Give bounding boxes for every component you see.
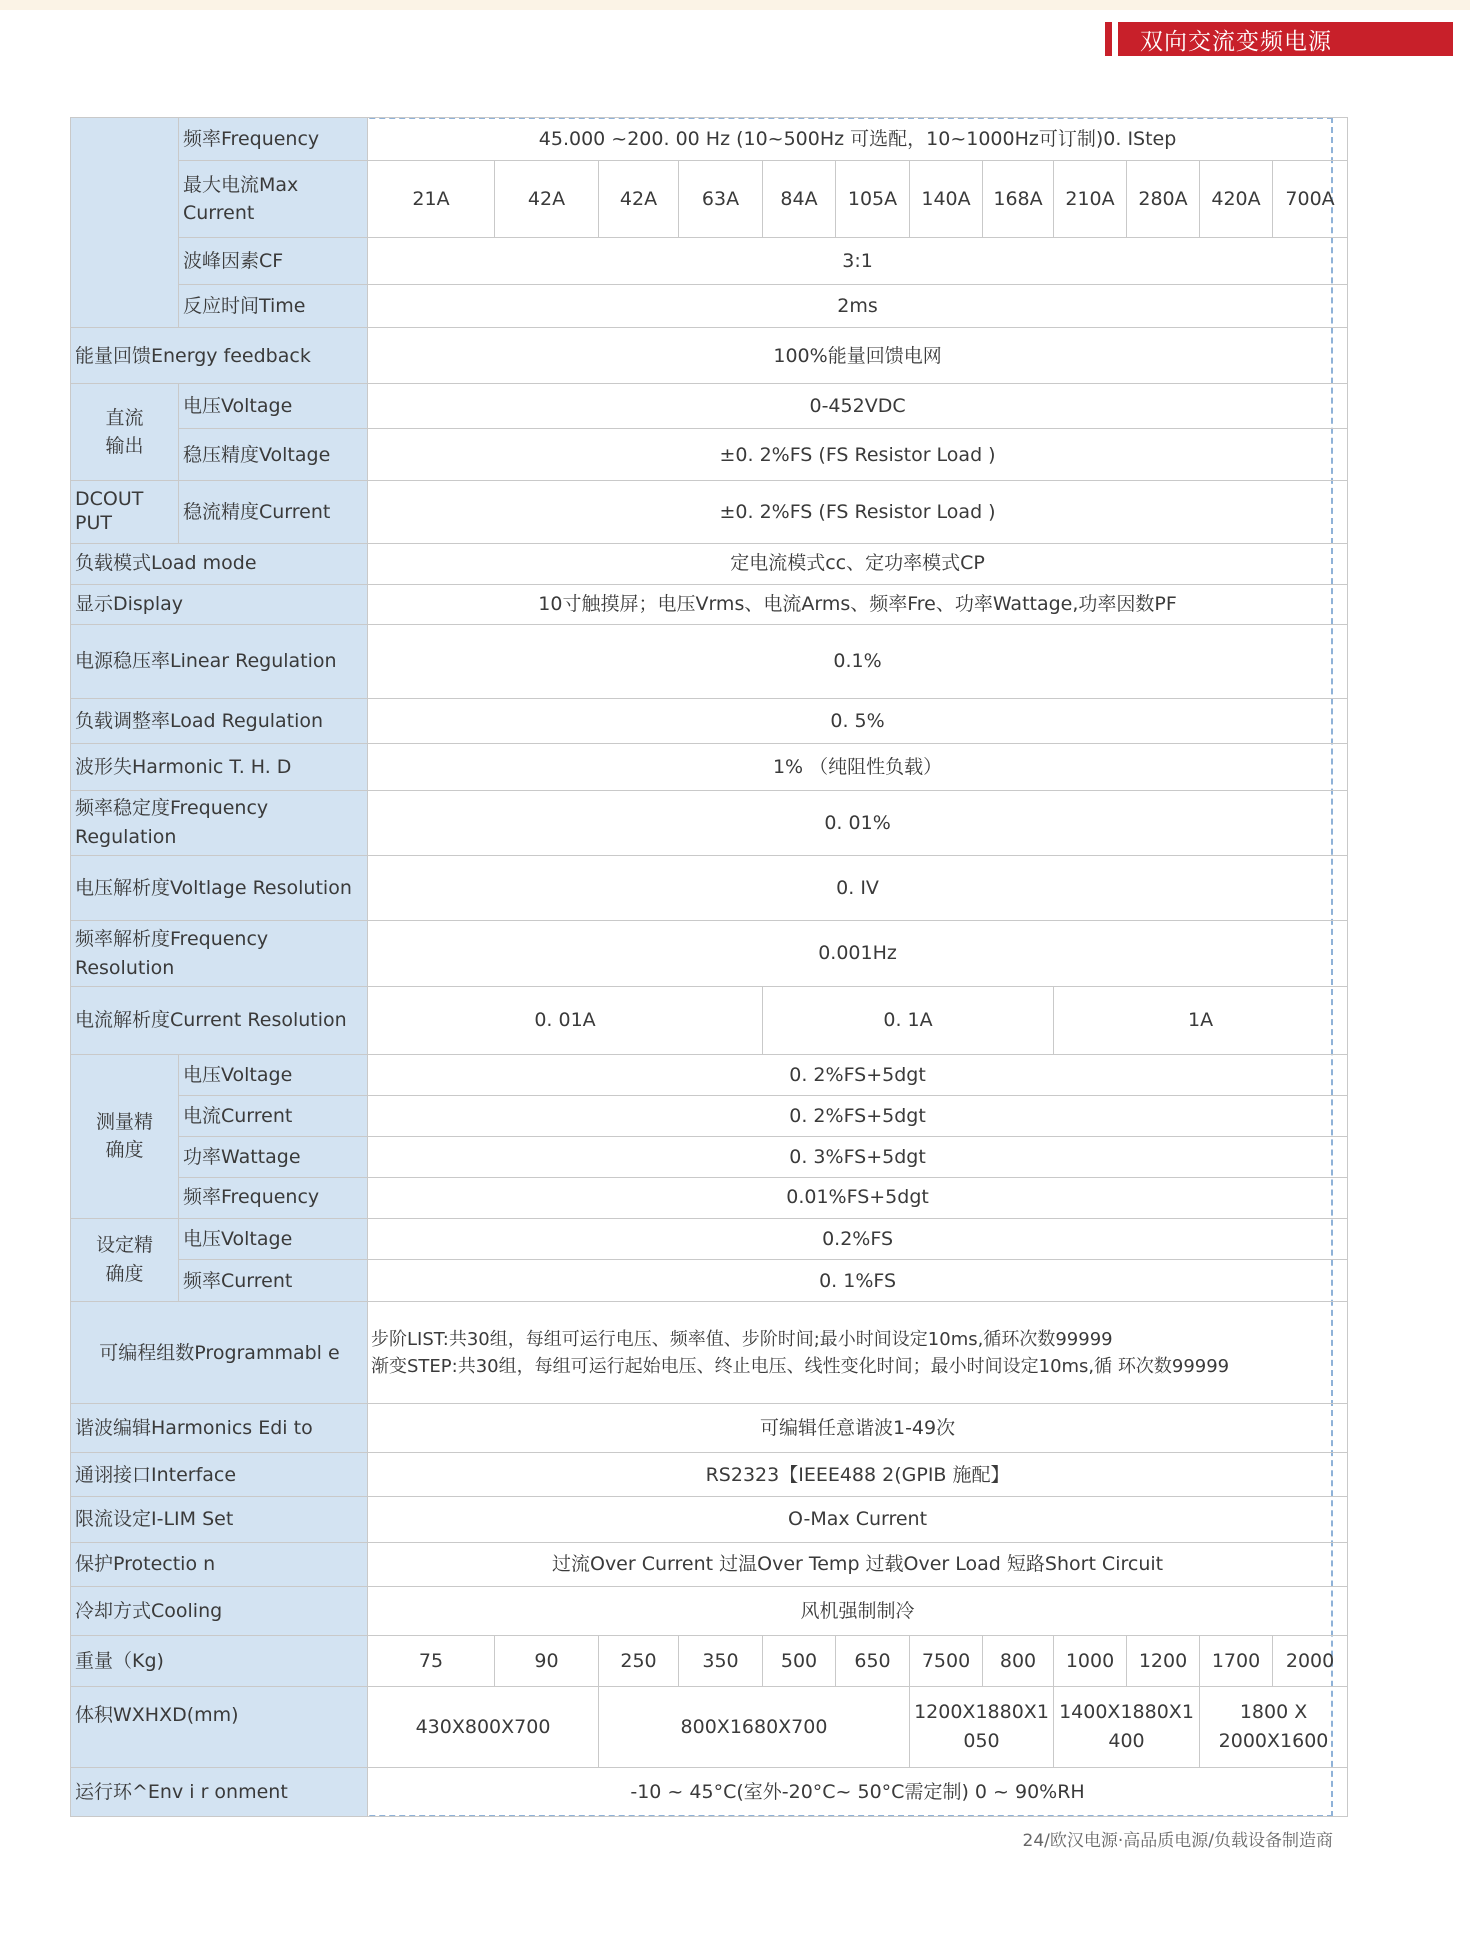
row-label: 谐波编辑Harmonics Edi to <box>71 1404 368 1453</box>
table-row <box>71 543 1348 584</box>
table-row <box>71 118 1348 161</box>
weight-cell: 1700 <box>1200 1636 1273 1687</box>
measurement-accuracy-group-label: 测量精 确度 <box>71 1055 179 1218</box>
current-resolution-cell: 0. 1A <box>763 986 1054 1054</box>
weight-cell: 90 <box>495 1636 599 1687</box>
table-row <box>71 986 1348 1054</box>
weight-cell: 75 <box>368 1636 495 1687</box>
weight-cell: 500 <box>763 1636 836 1687</box>
max-current-cell: 105A <box>836 160 910 238</box>
row-value: 0.001Hz <box>368 921 1348 986</box>
row-label: 体积WXHXD(mm) <box>71 1687 368 1768</box>
row-value: 0. 1%FS <box>368 1260 1348 1302</box>
dc-output-group-label-2: DCOUT PUT <box>71 481 179 543</box>
weight-cell: 1000 <box>1054 1636 1127 1687</box>
row-value: 0-452VDC <box>368 384 1348 429</box>
row-label: 电压Voltage <box>179 1055 368 1096</box>
row-label: 可编程组数Programmabl e <box>71 1302 368 1404</box>
row-value: -10 ~ 45°C(室外-20°C~ 50°C需定制) 0 ~ 90%RH <box>368 1767 1348 1816</box>
table-row <box>71 1096 1348 1137</box>
max-current-cell: 42A <box>495 160 599 238</box>
row-label: 显示Display <box>71 584 368 625</box>
row-value: 可编辑任意谐波1-49次 <box>368 1404 1348 1453</box>
table-row <box>71 856 1348 921</box>
row-value: 0. 2%FS+5dgt <box>368 1055 1348 1096</box>
weight-cell: 7500 <box>910 1636 983 1687</box>
row-label: 电压Voltage <box>179 384 368 429</box>
row-value: 0. 3%FS+5dgt <box>368 1136 1348 1177</box>
current-resolution-cell: 0. 01A <box>368 986 763 1054</box>
row-label: 负载模式Load mode <box>71 543 368 584</box>
row-value: 0. IV <box>368 856 1348 921</box>
table-row <box>71 1404 1348 1453</box>
row-label: 频率稳定度Frequency Regulation <box>71 790 368 855</box>
table-row <box>71 790 1348 855</box>
table-row <box>71 625 1348 699</box>
row-value: 10寸触摸屏；电压Vrms、电流Arms、频率Fre、功率Wattage,功率因数PF <box>368 584 1348 625</box>
weight-cell: 2000 <box>1273 1636 1348 1687</box>
current-resolution-cell: 1A <box>1054 986 1348 1054</box>
programmable-value <box>368 1302 1348 1404</box>
max-current-cell: 420A <box>1200 160 1273 238</box>
max-current-cell: 21A <box>368 160 495 238</box>
row-value: 0. 01% <box>368 790 1348 855</box>
max-current-cell: 63A <box>679 160 763 238</box>
row-value: 定电流模式cc、定功率模式CP <box>368 543 1348 584</box>
table-row <box>71 429 1348 481</box>
row-label: 保护Protectio n <box>71 1543 368 1587</box>
table-row <box>71 1302 1348 1404</box>
table-row <box>71 1497 1348 1543</box>
ac-output-group-cell <box>71 118 179 328</box>
table-row <box>71 921 1348 986</box>
row-value: 0.2%FS <box>368 1218 1348 1260</box>
row-label: 能量回馈Energy feedback <box>71 328 368 384</box>
table-row <box>71 1687 1348 1768</box>
row-label: 通诩接口Interface <box>71 1453 368 1497</box>
row-value: 1% （纯阻性负载） <box>368 743 1348 790</box>
table-row <box>71 1453 1348 1497</box>
row-value: 过流Over Current 过温Over Temp 过载Over Load 短路Short Circuit <box>368 1543 1348 1587</box>
row-label: 频率Current <box>179 1260 368 1302</box>
category-header <box>1105 22 1453 56</box>
table-row <box>71 1543 1348 1587</box>
row-label: 反应时间Time <box>179 285 368 328</box>
row-value: 0.01%FS+5dgt <box>368 1177 1348 1218</box>
row-value: ±0. 2%FS (FS Resistor Load ) <box>368 429 1348 481</box>
table-row <box>71 238 1348 285</box>
programmable-list-line: 步阶LIST:共30组，每组可运行电压、频率值、步阶时间;最小时间设定10ms,循环次数99999 <box>371 1328 1113 1350</box>
row-label: 波峰因素CF <box>179 238 368 285</box>
table-row <box>71 1055 1348 1096</box>
dimensions-cell: 430X800X700 <box>368 1687 599 1768</box>
row-value: RS2323【IEEE488 2(GPIB 施配】 <box>368 1453 1348 1497</box>
row-label: 电流Current <box>179 1096 368 1137</box>
max-current-cell: 280A <box>1127 160 1200 238</box>
table-row <box>71 384 1348 429</box>
weight-cell: 1200 <box>1127 1636 1200 1687</box>
table-row <box>71 743 1348 790</box>
row-label: 频率Frequency <box>179 1177 368 1218</box>
dimensions-cell: 1400X1880X1400 <box>1054 1687 1200 1768</box>
row-value: 0. 5% <box>368 698 1348 743</box>
setting-accuracy-group-label: 设定精 确度 <box>71 1218 179 1302</box>
max-current-cell: 168A <box>983 160 1054 238</box>
header-accent-bar <box>1105 22 1112 56</box>
table-row <box>71 1636 1348 1687</box>
row-value: 0. 2%FS+5dgt <box>368 1096 1348 1137</box>
row-label: 最大电流Max Current <box>179 160 368 238</box>
row-label: 频率解析度Frequency Resolution <box>71 921 368 986</box>
table-row <box>71 1177 1348 1218</box>
row-label: 稳压精度Voltage <box>179 429 368 481</box>
weight-cell: 650 <box>836 1636 910 1687</box>
row-label: 运行环^Env i r onment <box>71 1767 368 1816</box>
table-row <box>71 328 1348 384</box>
row-label: 稳流精度Current <box>179 481 368 543</box>
row-label: 冷却方式Cooling <box>71 1587 368 1636</box>
max-current-cell: 140A <box>910 160 983 238</box>
row-label: 电源稳压率Linear Regulation <box>71 625 368 699</box>
row-value: 100%能量回馈电网 <box>368 328 1348 384</box>
weight-cell: 250 <box>599 1636 679 1687</box>
weight-cell: 800 <box>983 1636 1054 1687</box>
table-row <box>71 1767 1348 1816</box>
table-row <box>71 481 1348 543</box>
table-row <box>71 1218 1348 1260</box>
row-value: ±0. 2%FS (FS Resistor Load ) <box>368 481 1348 543</box>
dimensions-cell: 1200X1880X1050 <box>910 1687 1054 1768</box>
page-footer: 24/欧汉电源·高品质电源/负载设备制造商 <box>1022 1831 1333 1851</box>
dc-output-group-label: 直流 输出 <box>71 384 179 481</box>
table-row <box>71 698 1348 743</box>
row-label: 电流解析度Current Resolution <box>71 986 368 1054</box>
row-value: 2ms <box>368 285 1348 328</box>
dimensions-cell: 1800 X 2000X1600 <box>1200 1687 1348 1768</box>
row-label: 重量（Kg) <box>71 1636 368 1687</box>
table-row <box>71 584 1348 625</box>
table-row <box>71 1260 1348 1302</box>
dimensions-cell: 800X1680X700 <box>599 1687 910 1768</box>
programmable-step-line: 渐变STEP:共30组，每组可运行起始电压、终止电压、线性变化时间；最小时间设定10ms,循 环次数99999 <box>371 1355 1230 1377</box>
row-label: 电压Voltage <box>179 1218 368 1260</box>
row-label: 功率Wattage <box>179 1136 368 1177</box>
max-current-cell: 84A <box>763 160 836 238</box>
top-accent-strip <box>0 0 1470 10</box>
row-value: 3:1 <box>368 238 1348 285</box>
table-row <box>71 1136 1348 1177</box>
spec-table <box>70 117 1348 1817</box>
table-row <box>71 285 1348 328</box>
max-current-cell: 42A <box>599 160 679 238</box>
row-label: 波形失Harmonic T. H. D <box>71 743 368 790</box>
table-row <box>71 160 1348 238</box>
row-value: 0.1% <box>368 625 1348 699</box>
table-row <box>71 1587 1348 1636</box>
row-label: 频率Frequency <box>179 118 368 161</box>
row-label: 限流设定I-LIM Set <box>71 1497 368 1543</box>
row-value: 风机强制制冷 <box>368 1587 1348 1636</box>
row-label: 电压解析度Voltlage Resolution <box>71 856 368 921</box>
category-title: 双向交流变频电源 <box>1118 22 1453 56</box>
max-current-cell: 210A <box>1054 160 1127 238</box>
row-value: 45.000 ~200. 00 Hz (10~500Hz 可选配，10~1000Hz可订制)0. IStep <box>368 118 1348 161</box>
weight-cell: 350 <box>679 1636 763 1687</box>
row-value: O-Max Current <box>368 1497 1348 1543</box>
row-label: 负载调整率Load Regulation <box>71 698 368 743</box>
max-current-cell: 700A <box>1273 160 1348 238</box>
